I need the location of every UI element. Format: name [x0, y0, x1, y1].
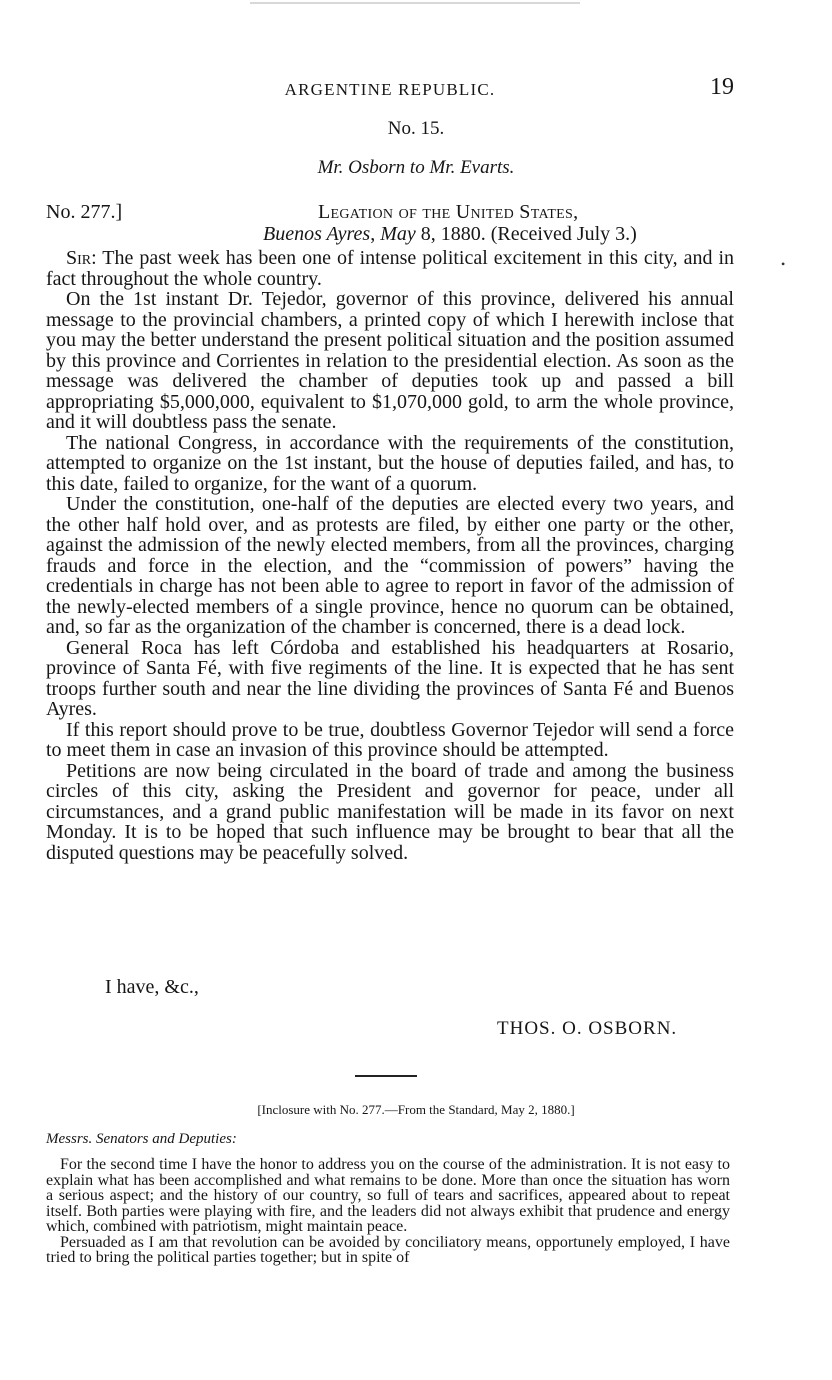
document-title: Mr. Osborn to Mr. Evarts.	[317, 157, 515, 178]
page-header	[46, 76, 734, 104]
letter-body	[46, 248, 734, 863]
closing: I have, &c.,	[105, 976, 199, 998]
scan-artifact-line	[250, 2, 580, 4]
paragraph	[46, 248, 734, 289]
paragraph: General Roca has left Córdoba and established his headquarters at Rosario, province of Santa Fé, with five regiments of the line. It is expected that he has sent troops further south and near the line dividing the provinces of Santa Fé and Buenos Ayres.	[46, 636, 734, 720]
date-rest: 8, 1880.	[415, 223, 486, 245]
place: Buenos Ayres	[263, 223, 371, 245]
signature: THOS. O. OSBORN.	[497, 1018, 678, 1039]
running-head: ARGENTINE REPUBLIC.	[284, 80, 496, 99]
section-divider	[355, 1075, 417, 1077]
dispatch-number: No. 277.]	[46, 201, 123, 223]
paragraph: The national Congress, in accordance with the requirements of the constitution, attempted to organize on the 1st instant, but the house of deputies failed, and has, to this date, failed to organize, for the want of a quorum.	[46, 431, 734, 495]
paragraph: On the 1st instant Dr. Tejedor, governor of this province, delivered his annual message to the provincial chambers, a printed copy of which I herewith inclose that you may the better understand the present political situation and the position assumed by this province and Corrientes in relation to the presidential election. As soon as the message was delivered the chamber of deputies took up and passed a bill appropriating $5,000,000, equivalent to $1,070,000 gold, to arm the whole province, and it will doubtless pass the senate.	[46, 288, 734, 433]
page-number: 19	[710, 74, 734, 100]
paragraph: If this report should prove to be true, doubtless Governor Tejedor will send a force to meet them in case an invasion of this province should be attempted.	[46, 718, 734, 761]
paragraph: Under the constitution, one-half of the deputies are elected every two years, and the other half hold over, and as protests are filed, by either one party or the other, against the admission of the newly elected members, from all the provinces, charging frauds and force in the election, and the “commission of powers” having the credentials in charge has not been able to agree to report in favor of the admission of the newly-elected members of a single province, hence no quorum can be obtained, and, so far as the organization of the chamber is concerned, there is a dead lock.	[46, 493, 734, 638]
salutation: Sir	[66, 247, 92, 269]
date-month: May	[380, 223, 416, 245]
place-and-date	[263, 223, 637, 246]
legation-heading: Legation of the United States,	[318, 201, 579, 223]
inclosure-salutation: Messrs. Senators and Deputies:	[46, 1131, 237, 1147]
document-number: No. 15.	[387, 118, 445, 139]
margin-mark: •	[781, 257, 786, 271]
paragraph: Persuaded as I am that revolution can be avoided by conciliatory means, opportunely employed, I have tried to bring the political parties together; but in spite of	[46, 1233, 730, 1266]
paragraph: Petitions are now being circulated in the board of trade and among the business circles of this city, asking the President and governor for peace, under all circumstances, and a grand public manifestation will be made in its favor on next Monday. It is to be hoped that such influence may be brought to bear that all the disputed questions may be peacefully solved.	[46, 759, 734, 864]
inclosure-heading: [Inclosure with No. 277.—From the Standard, May 2, 1880.]	[257, 1102, 575, 1117]
paragraph-text: : The past week has been one of intense political excitement in this city, and in fact throughout the whole country.	[46, 247, 734, 290]
received-date: (Received July 3.)	[490, 223, 637, 245]
paragraph: For the second time I have the honor to address you on the course of the administration. It is not easy to explain what has been accomplished and what remains to be done. More than once the situation has worn a serious aspect; and the history of our country, so full of tears and sacrifices, appeared about to repeat itself. Both parties were playing with fire, and the leaders did not always exhibit that prudence and energy which, combined with patriotism, might maintain peace.	[46, 1156, 730, 1235]
inclosure-body	[46, 1157, 730, 1266]
date-separator: ,	[370, 223, 381, 245]
